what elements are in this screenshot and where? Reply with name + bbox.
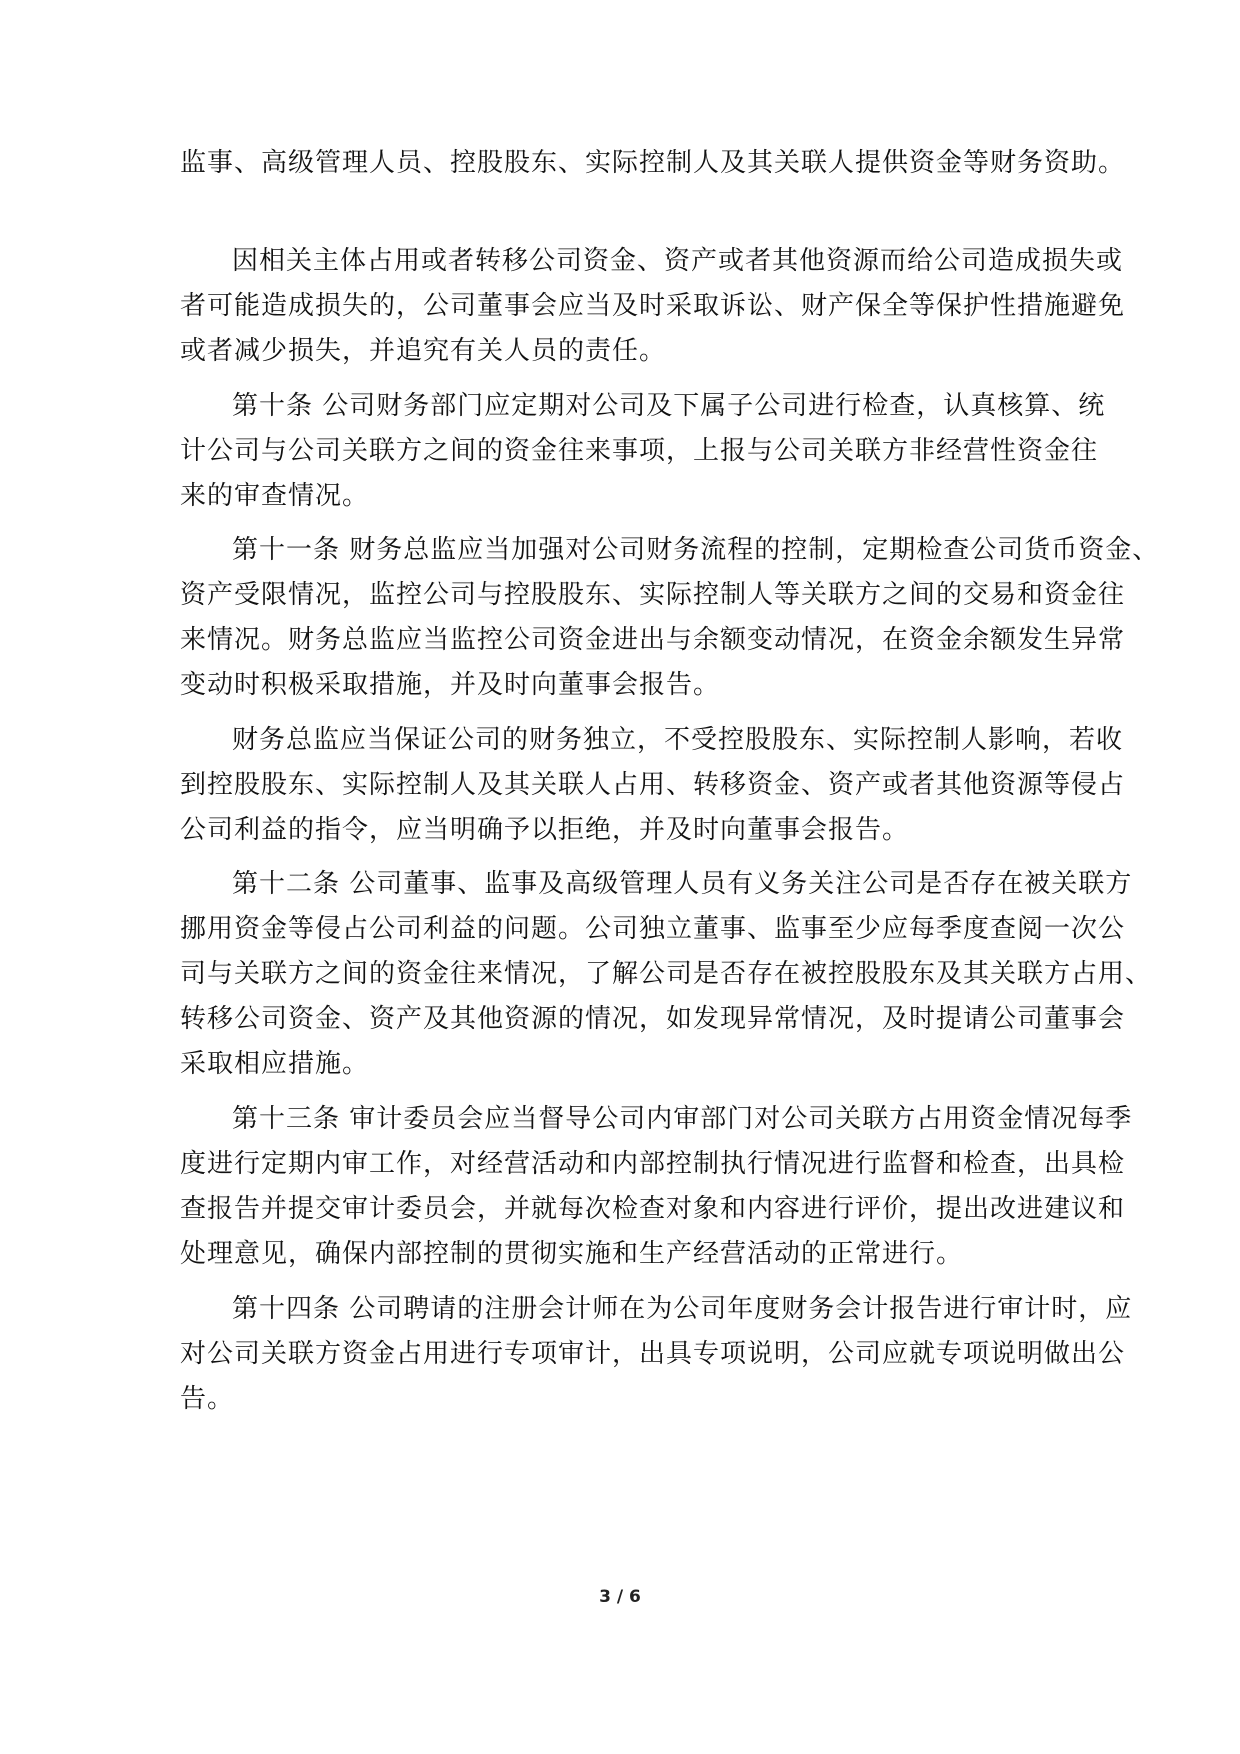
text-line: 第十条 公司财务部门应定期对公司及下属子公司进行检查，认真核算、统 <box>232 391 1106 421</box>
text-line: 计公司与公司关联方之间的资金往来事项，上报与公司关联方非经营性资金往 <box>180 436 1099 466</box>
paragraph-article-10 <box>180 384 1106 519</box>
text-line: 采取相应措施。 <box>180 1049 370 1079</box>
text-line: 司与关联方之间的资金往来情况，了解公司是否存在被控股股东及其关联方占用、 <box>180 959 1153 989</box>
text-line: 挪用资金等侵占公司利益的问题。公司独立董事、监事至少应每季度查阅一次公 <box>180 914 1126 944</box>
paragraph-article-13 <box>180 1097 1133 1277</box>
text-line: 对公司关联方资金占用进行专项审计，出具专项说明，公司应就专项说明做出公 <box>180 1339 1126 1369</box>
paragraph-article-9-loss-liability <box>180 239 1126 374</box>
text-line: 度进行定期内审工作，对经营活动和内部控制执行情况进行监督和检查，出具检 <box>180 1149 1126 1179</box>
text-line: 第十一条 财务总监应当加强对公司财务流程的控制，定期检查公司货币资金、 <box>232 535 1160 565</box>
text-line: 到控股股东、实际控制人及其关联人占用、转移资金、资产或者其他资源等侵占 <box>180 770 1126 800</box>
paragraph-article-9-continuation <box>180 141 1126 186</box>
text-line: 公司利益的指令，应当明确予以拒绝，并及时向董事会报告。 <box>180 815 910 845</box>
text-line: 第十三条 审计委员会应当督导公司内审部门对公司关联方占用资金情况每季 <box>232 1104 1133 1134</box>
text-line: 财务总监应当保证公司的财务独立，不受控股股东、实际控制人影响，若收 <box>232 725 1124 755</box>
paragraph-article-11-independence <box>180 718 1126 853</box>
text-line: 资产受限情况，监控公司与控股股东、实际控制人等关联方之间的交易和资金往 <box>180 580 1126 610</box>
text-line: 来情况。财务总监应当监控公司资金进出与余额变动情况，在资金余额发生异常 <box>180 625 1126 655</box>
text-line: 告。 <box>180 1384 235 1414</box>
paragraph-article-11 <box>180 528 1160 708</box>
text-line: 来的审查情况。 <box>180 481 370 511</box>
text-line: 第十四条 公司聘请的注册会计师在为公司年度财务会计报告进行审计时，应 <box>232 1294 1133 1324</box>
text-line: 转移公司资金、资产及其他资源的情况，如发现异常情况，及时提请公司董事会 <box>180 1004 1126 1034</box>
page-number: 3 / 6 <box>599 1587 641 1607</box>
text-line: 变动时积极采取措施，并及时向董事会报告。 <box>180 670 721 700</box>
text-line: 者可能造成损失的，公司董事会应当及时采取诉讼、财产保全等保护性措施避免 <box>180 291 1126 321</box>
paragraph-article-12 <box>180 862 1153 1087</box>
text-line: 因相关主体占用或者转移公司资金、资产或者其他资源而给公司造成损失或 <box>232 246 1124 276</box>
text-line: 处理意见，确保内部控制的贯彻实施和生产经营活动的正常进行。 <box>180 1239 964 1269</box>
text-line: 第十二条 公司董事、监事及高级管理人员有义务关注公司是否存在被关联方 <box>232 869 1133 899</box>
paragraph-article-14 <box>180 1287 1133 1422</box>
text-line: 监事、高级管理人员、控股股东、实际控制人及其关联人提供资金等财务资助。 <box>180 148 1126 178</box>
text-line: 或者减少损失，并追究有关人员的责任。 <box>180 336 667 366</box>
text-line: 查报告并提交审计委员会，并就每次检查对象和内容进行评价，提出改进建议和 <box>180 1194 1126 1224</box>
